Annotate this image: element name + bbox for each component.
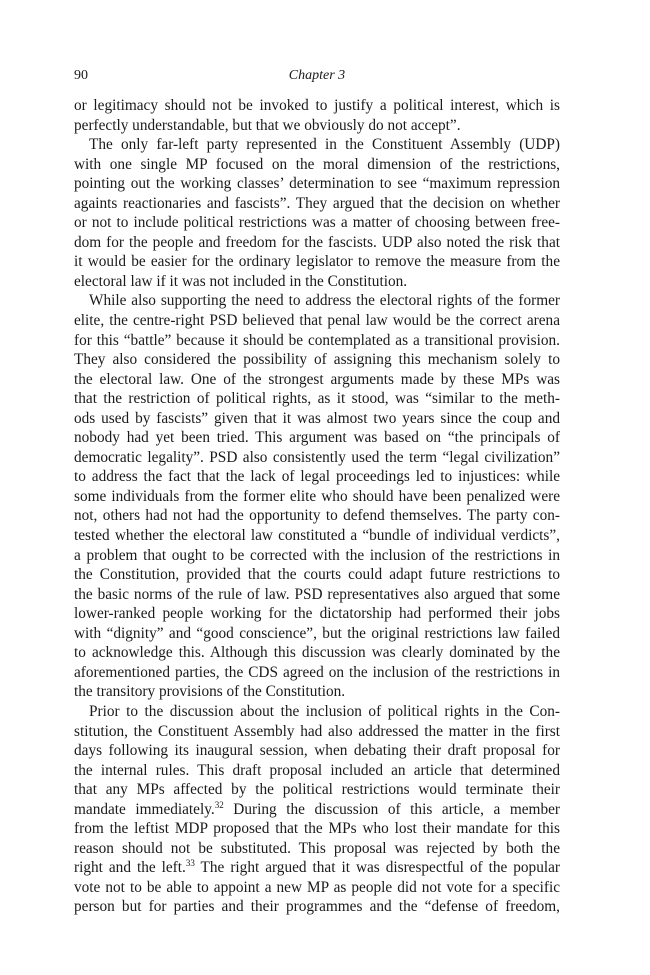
line-text: from the leftist MDP proposed that the MPs who lost their mandate for this	[74, 820, 560, 838]
text-line	[74, 663, 560, 683]
text-line	[74, 643, 560, 663]
text-line	[74, 135, 560, 155]
text-line	[74, 839, 560, 859]
line-text: reason should not be substituted. This proposal was rejected by both the	[74, 839, 560, 857]
line-text: stitution, the Constituent Assembly had also addressed the matter in the first	[74, 722, 560, 740]
text-line	[74, 272, 560, 292]
text-line	[74, 252, 560, 272]
text-line	[74, 194, 560, 214]
text-line	[74, 467, 560, 487]
text-line	[74, 174, 560, 194]
line-text: person but for parties and their programmes and the “defense of freedom,	[74, 898, 560, 916]
line-text: not, others had not had the opportunity to defend themselves. The party con-	[74, 507, 560, 525]
line-text: pointing out the working classes’ determination to see “maximum repression	[74, 175, 560, 193]
line-text: to address the fact that the lack of legal proceedings led to injustices: while	[74, 468, 560, 486]
line-text: lower-ranked people working for the dictatorship had performed their jobs	[74, 605, 560, 623]
text-line	[74, 897, 560, 917]
text-line	[74, 741, 560, 761]
line-text: the electoral law. One of the strongest arguments made by these MPs was	[74, 370, 560, 388]
text-line	[74, 487, 560, 507]
line-text: days following its inaugural session, when debating their draft proposal for	[74, 742, 560, 760]
text-line	[74, 604, 560, 624]
line-text: that the restriction of political rights, as it stood, was “similar to the meth-	[74, 390, 560, 408]
line-text: vote not to be able to appoint a new MP as people did not vote for a specific	[74, 878, 560, 896]
line-text: nobody had yet been tried. This argument was based on “the principals of	[74, 429, 560, 447]
text-line	[74, 155, 560, 175]
text-line	[74, 624, 560, 644]
text-line	[74, 448, 560, 468]
text-line	[74, 311, 560, 331]
line-text: the internal rules. This draft proposal included an article that determined	[74, 761, 560, 779]
text-line	[74, 761, 560, 781]
line-text: with “dignity” and “good conscience”, but the original restrictions law failed	[74, 624, 560, 642]
text-line	[74, 702, 560, 722]
line-text: elite, the centre-right PSD believed that penal law would be the correct arena	[74, 312, 560, 330]
line-text: tested whether the electoral law constituted a “bundle of individual verdicts”,	[74, 527, 560, 545]
line-text: While also supporting the need to address the electoral rights of the former	[89, 292, 560, 310]
line-text: dom for the people and freedom for the fascists. UDP also noted the risk that	[74, 233, 560, 251]
line-text-continued: During the discussion of this article, a member	[223, 800, 560, 818]
line-text: a problem that ought to be corrected with the inclusion of the restrictions in	[74, 546, 560, 564]
text-line	[74, 389, 560, 409]
text-line	[74, 116, 560, 136]
line-text: some individuals from the former elite who should have been penalized were	[74, 487, 560, 505]
line-text: with one single MP focused on the moral dimension of the restrictions,	[74, 155, 560, 173]
text-line	[74, 331, 560, 351]
text-line	[74, 682, 560, 702]
text-line	[74, 526, 560, 546]
footnote-marker: 33	[185, 858, 195, 869]
line-text: for this “battle” because it should be contemplated as a transitional provision.	[74, 331, 560, 349]
footnote-marker: 32	[214, 799, 224, 810]
body-text	[74, 96, 560, 917]
line-text: right and the left.	[74, 859, 186, 877]
text-line	[74, 858, 560, 878]
text-line	[74, 565, 560, 585]
page-number: 90	[74, 68, 88, 83]
text-line	[74, 585, 560, 605]
line-text: mandate immediately.	[74, 800, 215, 818]
line-text: ods used by fascists” given that it was almost two years since the coup and	[74, 409, 560, 427]
line-text-continued: The right argued that it was disrespectful of the popular	[194, 859, 560, 877]
line-text: that any MPs affected by the political restrictions would terminate their	[74, 781, 560, 799]
text-line	[74, 233, 560, 253]
page-header	[74, 68, 560, 88]
line-text: the basic norms of the rule of law. PSD representatives also argued that some	[74, 585, 560, 603]
line-text: the Constitution, provided that the courts could adapt future restrictions to	[74, 566, 560, 584]
text-line	[74, 722, 560, 742]
line-text: Prior to the discussion about the inclusion of political rights in the Con-	[89, 702, 560, 720]
line-text: it would be easier for the ordinary legislator to remove the measure from the	[74, 253, 560, 271]
line-text: to acknowledge this. Although this discussion was clearly dominated by the	[74, 644, 560, 662]
text-line	[74, 291, 560, 311]
text-line	[74, 370, 560, 390]
line-text: aforementioned parties, the CDS agreed on the inclusion of the restrictions in	[74, 663, 560, 681]
text-line	[74, 96, 560, 116]
text-line	[74, 878, 560, 898]
running-head: Chapter 3	[288, 68, 346, 83]
text-line	[74, 546, 560, 566]
text-line	[74, 350, 560, 370]
text-line	[74, 819, 560, 839]
text-line	[74, 409, 560, 429]
text-line	[74, 428, 560, 448]
line-text: againts reactionaries and fascists”. They argued that the decision on whether	[74, 194, 560, 212]
line-text: or legitimacy should not be invoked to justify a political interest, which is	[74, 97, 560, 114]
text-line	[74, 800, 560, 820]
text-line	[74, 780, 560, 800]
line-text: They also considered the possibility of assigning this mechanism solely to	[74, 351, 560, 369]
text-line	[74, 506, 560, 526]
text-line	[74, 213, 560, 233]
line-text: or not to include political restrictions was a matter of choosing between free-	[74, 214, 560, 232]
line-text: perfectly understandable, but that we obviously do not accept”.	[74, 116, 461, 134]
line-text: democratic legality”. PSD also consistently used the term “legal civilization”	[74, 448, 560, 466]
line-text: The only far-left party represented in the Constituent Assembly (UDP)	[89, 136, 560, 154]
line-text: electoral law if it was not included in the Constitution.	[74, 272, 408, 290]
line-text: the transitory provisions of the Constitution.	[74, 683, 346, 701]
